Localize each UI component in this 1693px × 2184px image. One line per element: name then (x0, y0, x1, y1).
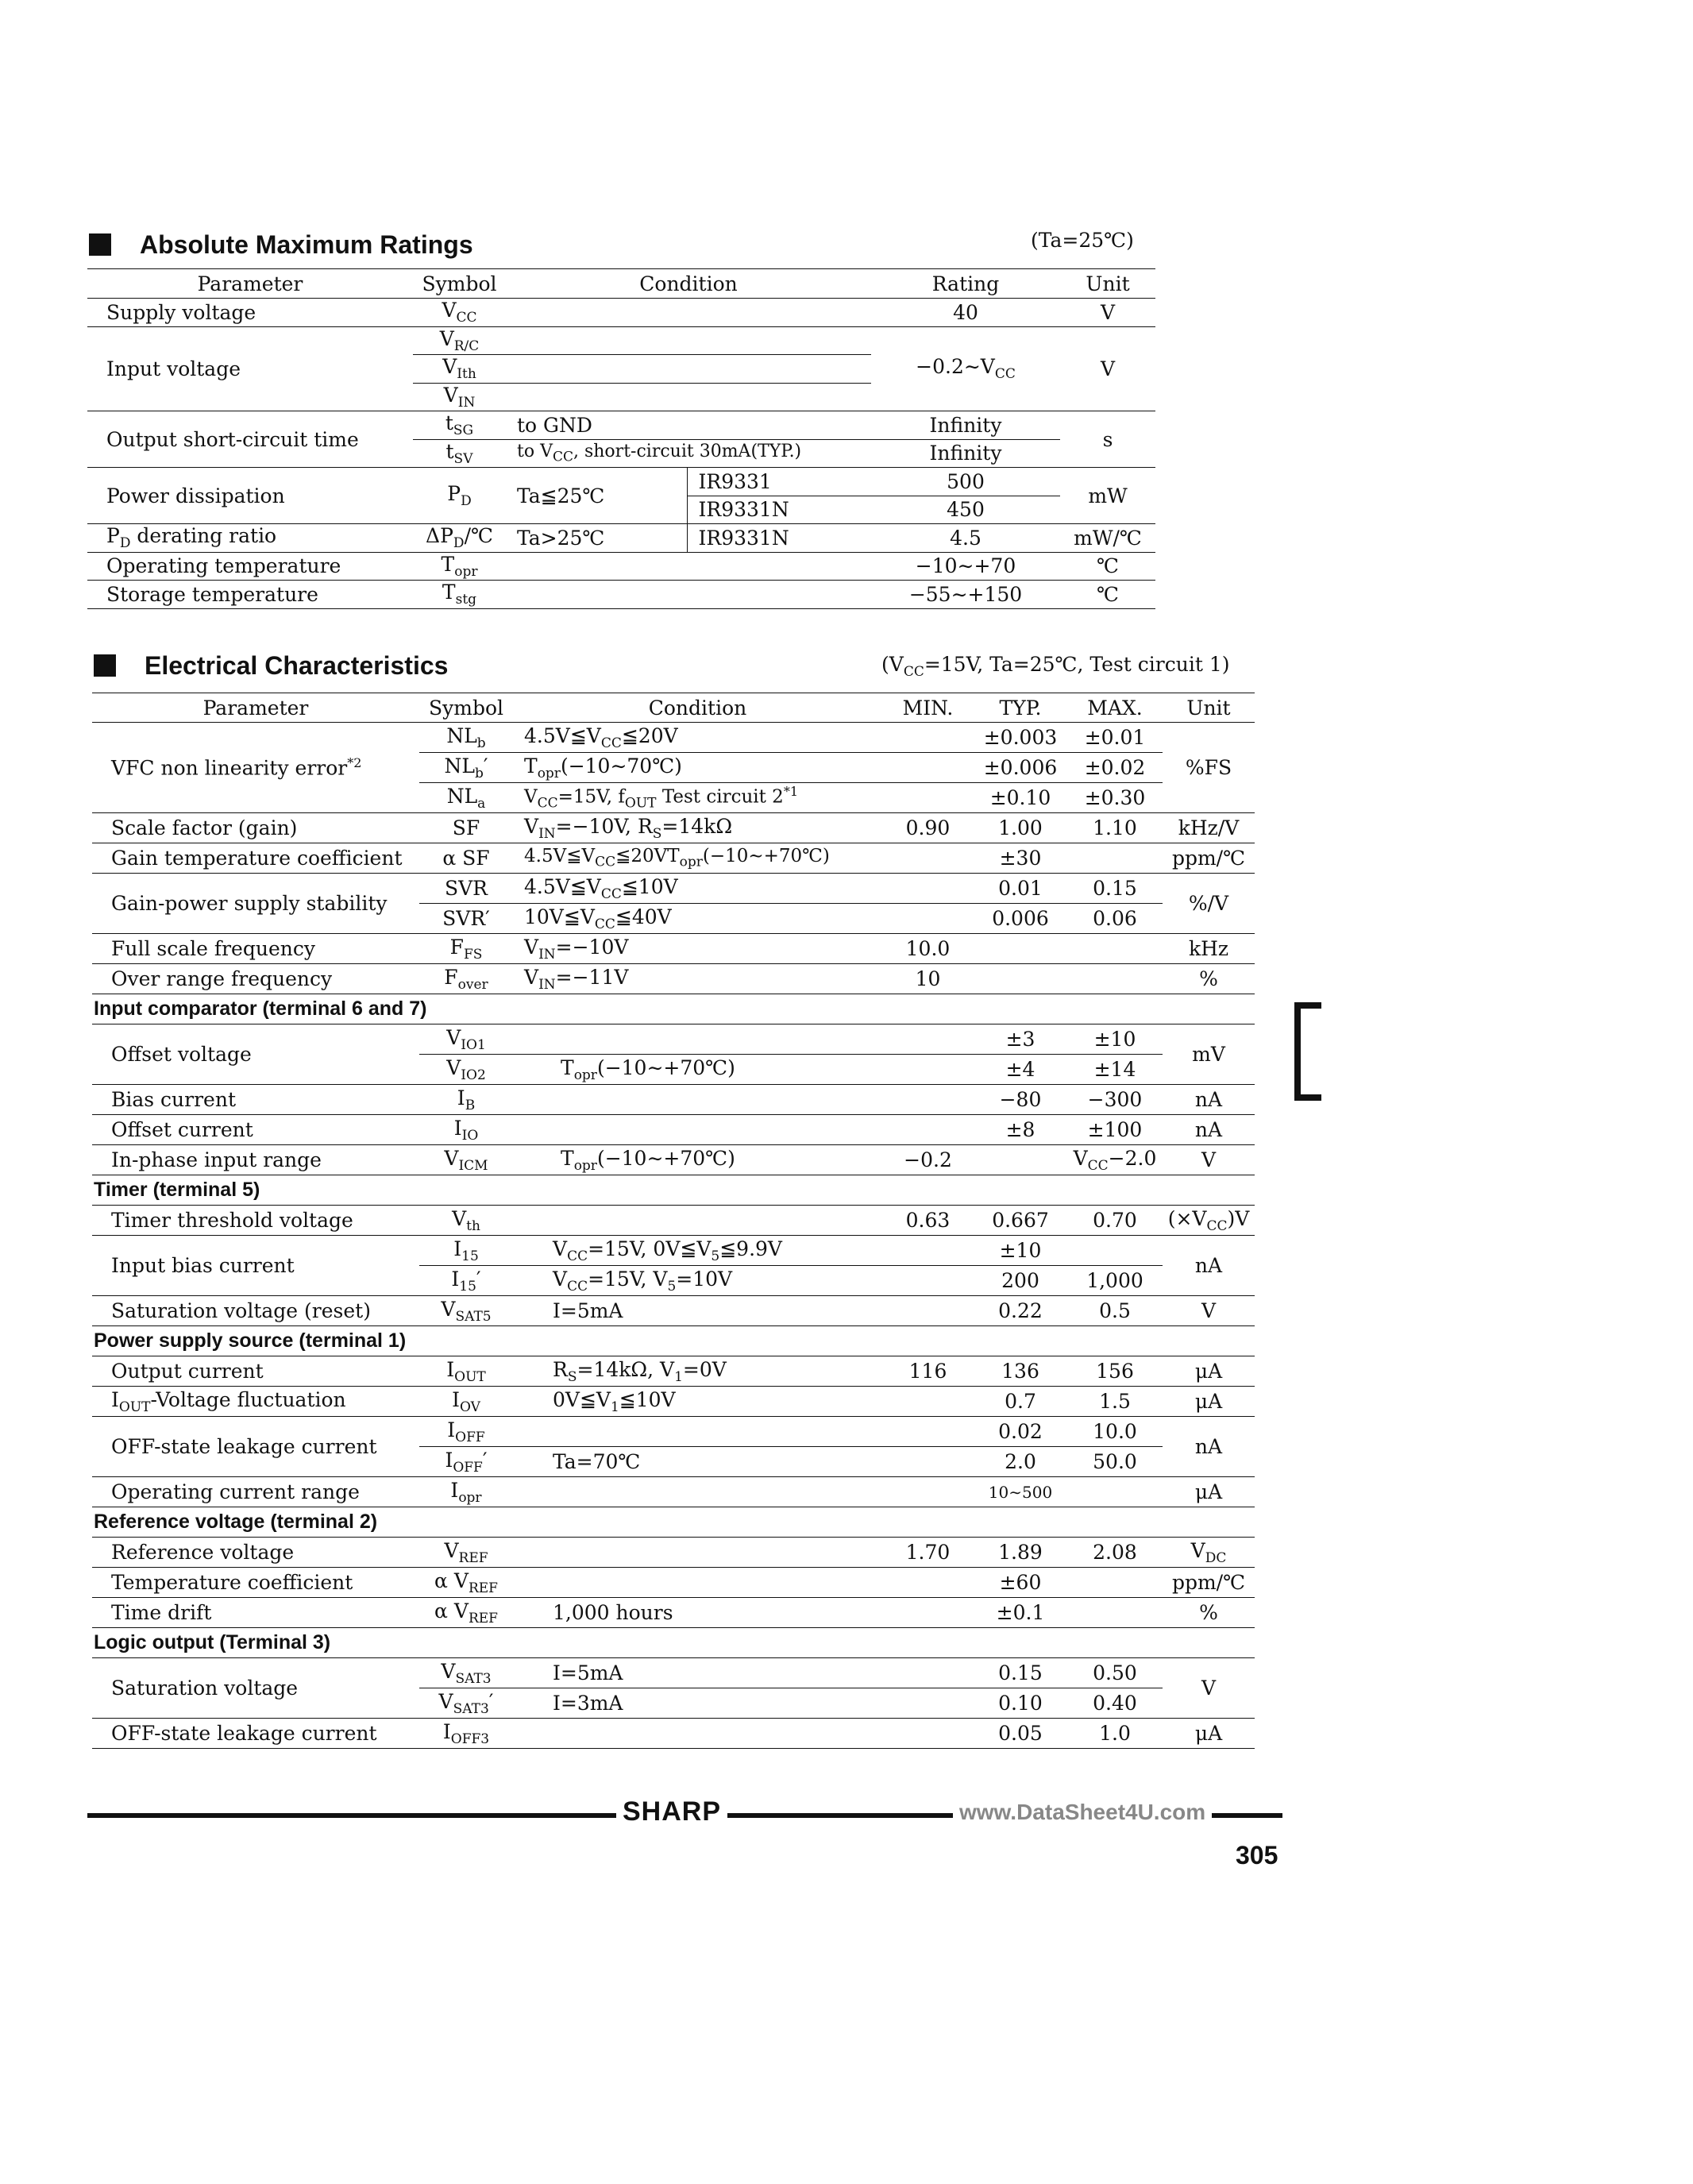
table-row: Storage temperature $T_{stg}$ −55∼+150 ℃ (87, 581, 1155, 609)
table-row: IR9331N 450 (87, 496, 1155, 524)
table-row: Reference voltage $V_{REF}$ 1.70 1.89 2.08 $V_{DC}$ (92, 1538, 1255, 1568)
table-row: Saturation voltage (reset) $V_{SAT5}$ I=5mA 0.22 0.5 V (92, 1296, 1255, 1326)
hdr-unit: Unit (1060, 269, 1155, 299)
group-row: Logic output (Terminal 3) (92, 1628, 1255, 1658)
table-row: Temperature coefficient α $V_{REF}$ ±60 ppm/℃ (92, 1568, 1255, 1598)
table-row: $NL_a$ $V_{CC}=15V$, $f_{OUT}$ Test circuit 2$^{*1}$ ±0.10 ±0.30 (92, 783, 1255, 813)
table-row: SVR′ $10V≦V_{CC}≦40V$ 0.006 0.06 (92, 904, 1255, 934)
ec-header-row: Parameter Symbol Condition MIN. TYP. MAX. Unit (92, 693, 1255, 723)
ec-condition: ($V_{CC}=15V$, Ta=25℃, Test circuit 1) (881, 653, 1230, 680)
hdr-rating: Rating (871, 269, 1060, 299)
table-row: $V_{IO2}$ $T_{opr}(-10\sim+70℃)$ ±4 ±14 (92, 1055, 1255, 1085)
table-row: Supply voltage $V_{CC}$ 40 V (87, 299, 1155, 327)
table-row: Output current $I_{OUT}$ $R_S=14k\Omega$, $V_1=0V$ 116 136 156 μA (92, 1356, 1255, 1387)
footer-brand: SHARP (616, 1796, 727, 1827)
group-row: Power supply source (terminal 1) (92, 1326, 1255, 1356)
table-row: $I_{OUT}$-Voltage fluctuation $I_{OV}$ $0V≦V_1≦10V$ 0.7 1.5 μA (92, 1387, 1255, 1417)
hdr-parameter: Parameter (87, 269, 413, 299)
group-row: Timer (terminal 5) (92, 1175, 1255, 1206)
symbol-cell: $V_{CC}$ (413, 299, 506, 327)
table-row: OFF-state leakage current $I_{OFF}$ 0.02 10.0 nA (92, 1417, 1255, 1447)
table-row: VFC non linearity error$^{*2}$ $NL_b$ $4.5V≦V_{CC}≦20V$ ±0.003 ±0.01 %FS (92, 723, 1255, 753)
table-row: Time drift α $V_{REF}$ 1,000 hours ±0.1 % (92, 1598, 1255, 1628)
hdr-symbol: Symbol (413, 269, 506, 299)
group-row: Input comparator (terminal 6 and 7) (92, 994, 1255, 1024)
bullet-square-icon (89, 233, 111, 256)
table-row: Offset voltage $V_{IO1}$ ±3 ±10 mV (92, 1024, 1255, 1055)
table-row: $t_{SV}$ to $V_{CC}$, short-circuit 30mA(TYP.) Infinity (87, 439, 1155, 468)
table-row: Output short-circuit time $t_{SG}$ to GND Infinity s (87, 411, 1155, 440)
table-row: Scale factor (gain) SF $V_{IN}=-10V$, $R_S=14k\Omega$ 0.90 1.00 1.10 kHz/V (92, 813, 1255, 843)
amr-table (87, 268, 1155, 609)
table-row: $V_{Ith}$ (87, 355, 1155, 384)
hdr-condition: Condition (506, 269, 871, 299)
table-row: Saturation voltage $V_{SAT3}$ I=5mA 0.15 0.50 V (92, 1658, 1255, 1688)
table-row: In-phase input range $V_{ICM}$ $T_{opr}(-10\sim+70℃)$ −0.2 $V_{CC}-2.0$ V (92, 1145, 1255, 1175)
page-number: 305 (1236, 1841, 1278, 1870)
table-row: $I_{15}'$ $V_{CC}=15V$, $V_5=10V$ 200 1,000 (92, 1266, 1255, 1296)
amr-header-row (87, 269, 1155, 299)
table-row: Offset current $I_{IO}$ ±8 ±100 nA (92, 1115, 1255, 1145)
table-row: $NL_b'$ $T_{opr}(-10\sim 70℃)$ ±0.006 ±0.02 (92, 753, 1255, 783)
table-row: Input bias current $I_{15}$ $V_{CC}=15V$, $0V≦V_5≦9.9V$ ±10 nA (92, 1236, 1255, 1266)
table-row: Operating temperature $T_{opr}$ −10∼+70 ℃ (87, 552, 1155, 581)
table-row: Gain temperature coefficient α SF $4.5V≦V_{CC}≦20VT_{opr}(-10\sim+70℃)$ ±30 ppm/℃ (92, 843, 1255, 874)
table-row: Full scale frequency $F_{FS}$ $V_{IN}=-10V$ 10.0 kHz (92, 934, 1255, 964)
table-row: Input voltage $V_{R/C}$ $-0.2\sim V_{CC}$ V (87, 326, 1155, 355)
table-row: Over range frequency $F_{over}$ $V_{IN}=-11V$ 10 % (92, 964, 1255, 994)
ec-title: Electrical Characteristics (94, 651, 448, 681)
amr-condition: (Ta=25℃) (1031, 229, 1134, 252)
table-row: Power dissipation $P_D$ Ta≦25℃ IR9331 500 mW (87, 468, 1155, 496)
table-row: Operating current range $I_{opr}$ 10∼500 μA (92, 1477, 1255, 1507)
table-row: $I_{OFF}'$ Ta=70℃ 2.0 50.0 (92, 1447, 1255, 1477)
section-edge-tab (1294, 1002, 1321, 1101)
group-row: Reference voltage (terminal 2) (92, 1507, 1255, 1538)
table-row: $V_{SAT3}'$ I=3mA 0.10 0.40 (92, 1688, 1255, 1719)
amr-title: Absolute Maximum Ratings (89, 230, 473, 260)
table-row: Gain-power supply stability SVR $4.5V≦V_{CC}≦10V$ 0.01 0.15 %/V (92, 874, 1255, 904)
footer-url: www.DataSheet4U.com (953, 1800, 1212, 1825)
ec-table (92, 693, 1255, 1749)
table-row: $V_{IN}$ (87, 383, 1155, 411)
table-row: $P_D$ derating ratio $\Delta P_D/℃$ Ta>25℃ IR9331N 4.5 mW/℃ (87, 524, 1155, 553)
bullet-square-icon (94, 654, 116, 677)
table-row: Timer threshold voltage $V_{th}$ 0.63 0.667 0.70 $(\times V_{CC})V$ (92, 1206, 1255, 1236)
table-row: Bias current $I_B$ −80 −300 nA (92, 1085, 1255, 1115)
table-row: OFF-state leakage current $I_{OFF3}$ 0.05 1.0 μA (92, 1719, 1255, 1749)
